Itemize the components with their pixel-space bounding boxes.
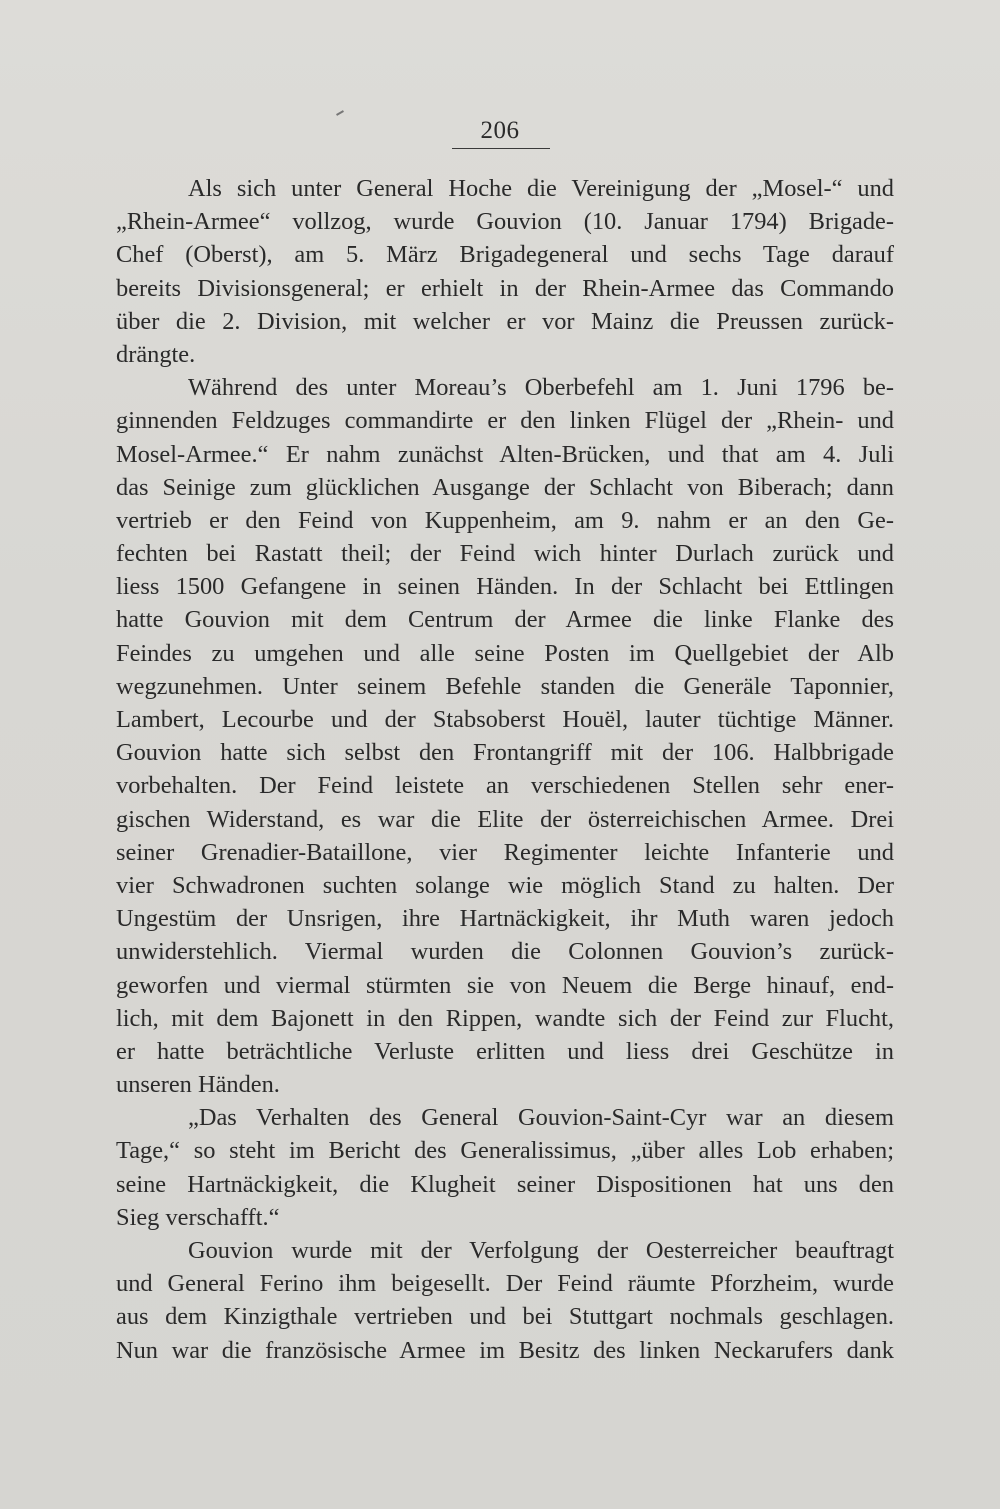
text-line: seine Hartnäckigkeit, die Klugheit seiner Dispositionen hat uns den (116, 1170, 894, 1198)
text-line: hatte Gouvion mit dem Centrum der Armee die linke Flanke des (116, 606, 894, 634)
text-line: Feindes zu umgehen und alle seine Posten im Quellgebiet der Alb (116, 639, 894, 667)
text-line: vier Schwadronen suchten solange wie möglich Stand zu halten. Der (116, 871, 894, 899)
text-line: das Seinige zum glücklichen Ausgange der Schlacht von Biberach; dann (116, 473, 894, 501)
text-line: Sieg verschafft.“ (116, 1203, 280, 1231)
text-line: „Rhein-Armee“ vollzog, wurde Gouvion (10. Januar 1794) Brigade- (116, 208, 894, 236)
text-line: unseren Händen. (116, 1071, 280, 1099)
text-line: Lambert, Lecourbe und der Stabsoberst Houël, lauter tüchtige Männer. (116, 706, 894, 733)
text-line: gischen Widerstand, es war die Elite der österreichischen Armee. Drei (116, 805, 894, 833)
text-line: vertrieb er den Feind von Kuppenheim, am 9. nahm er an den Ge- (116, 506, 894, 534)
text-line: Gouvion wurde mit der Verfolgung der Oesterreicher beauftragt (188, 1237, 894, 1264)
text-line: bereits Divisionsgeneral; er erhielt in der Rhein-Armee das Commando (116, 274, 894, 302)
stray-ink-mark (336, 110, 344, 116)
text-line: fechten bei Rastatt theil; der Feind wich hinter Durlach zurück und (116, 540, 894, 568)
page-number: 206 (480, 117, 520, 144)
text-line: vorbehalten. Der Feind leistete an verschiedenen Stellen sehr ener- (116, 772, 894, 800)
text-line: ginnenden Feldzuges commandirte er den linken Flügel der „Rhein- und (116, 407, 894, 435)
text-line: Als sich unter General Hoche die Vereinigung der „Mosel-“ und (188, 175, 894, 202)
text-line: über die 2. Division, mit welcher er vor Mainz die Preussen zurück- (116, 307, 894, 335)
text-line: Chef (Oberst), am 5. März Brigadegeneral und sechs Tage darauf (116, 241, 894, 269)
text-line: Mosel-Armee.“ Er nahm zunächst Alten-Brücken, und that am 4. Juli (116, 440, 894, 468)
text-line: lich, mit dem Bajonett in den Rippen, wandte sich der Feind zur Flucht, (116, 1004, 894, 1032)
text-line: Während des unter Moreau’s Oberbefehl am 1. Juni 1796 be- (188, 374, 894, 402)
body-text (116, 172, 894, 1367)
page-number-rule (452, 148, 550, 149)
text-line: er hatte beträchtliche Verluste erlitten und liess drei Geschütze in (116, 1037, 894, 1065)
text-line: liess 1500 Gefangene in seinen Händen. In der Schlacht bei Ettlingen (116, 573, 894, 601)
text-line: unwiderstehlich. Viermal wurden die Colonnen Gouvion’s zurück- (116, 938, 894, 966)
text-line: drängte. (116, 340, 196, 368)
text-line: wegzunehmen. Unter seinem Befehle standen die Generäle Taponnier, (116, 672, 894, 700)
text-line: „Das Verhalten des General Gouvion-Saint-Cyr war an diesem (188, 1104, 894, 1132)
text-line: geworfen und viermal stürmten sie von Neuem die Berge hinauf, end- (116, 971, 894, 999)
text-line: seiner Grenadier-Bataillone, vier Regimenter leichte Infanterie und (116, 838, 894, 866)
text-line: aus dem Kinzigthale vertrieben und bei Stuttgart nochmals geschlagen. (116, 1303, 894, 1331)
text-line: Gouvion hatte sich selbst den Frontangriff mit der 106. Halbbrigade (116, 739, 894, 767)
text-line: und General Ferino ihm beigesellt. Der Feind räumte Pforzheim, wurde (116, 1270, 894, 1298)
text-line: Ungestüm der Unsrigen, ihre Hartnäckigkeit, ihr Muth waren jedoch (116, 905, 894, 933)
text-line: Nun war die französische Armee im Besitz des linken Neckarufers dank (116, 1336, 894, 1364)
text-line: Tage,“ so steht im Bericht des Generalissimus, „über alles Lob erhaben; (116, 1137, 894, 1165)
